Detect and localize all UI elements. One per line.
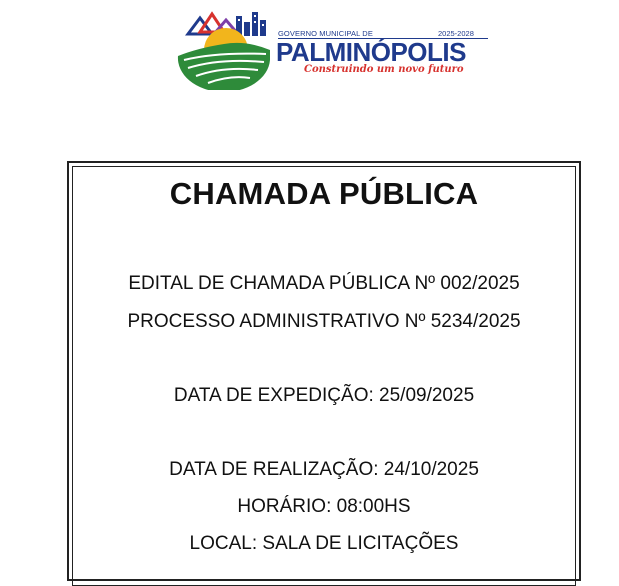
municipal-emblem-icon — [176, 4, 276, 90]
event-location: LOCAL: SALA DE LICITAÇÕES — [189, 533, 459, 554]
city-name: PALMINÓPOLIS — [276, 37, 466, 67]
document-title: CHAMADA PÚBLICA — [169, 176, 479, 211]
logo-text — [274, 24, 496, 84]
event-date: DATA DE REALIZAÇÃO: 24/10/2025 — [169, 459, 479, 480]
municipal-logo — [176, 4, 496, 90]
event-time: HORÁRIO: 08:00HS — [237, 496, 411, 517]
government-label: GOVERNO MUNICIPAL DE — [278, 29, 373, 38]
process-number: PROCESSO ADMINISTRATIVO Nº 5234/2025 — [127, 311, 521, 332]
issue-date: DATA DE EXPEDIÇÃO: 25/09/2025 — [173, 385, 475, 406]
slogan: Construindo um novo futuro — [304, 64, 464, 75]
term-years: 2025-2028 — [438, 29, 474, 38]
edital-number: EDITAL DE CHAMADA PÚBLICA Nº 002/2025 — [128, 273, 520, 294]
document-frame-inner — [72, 166, 576, 586]
